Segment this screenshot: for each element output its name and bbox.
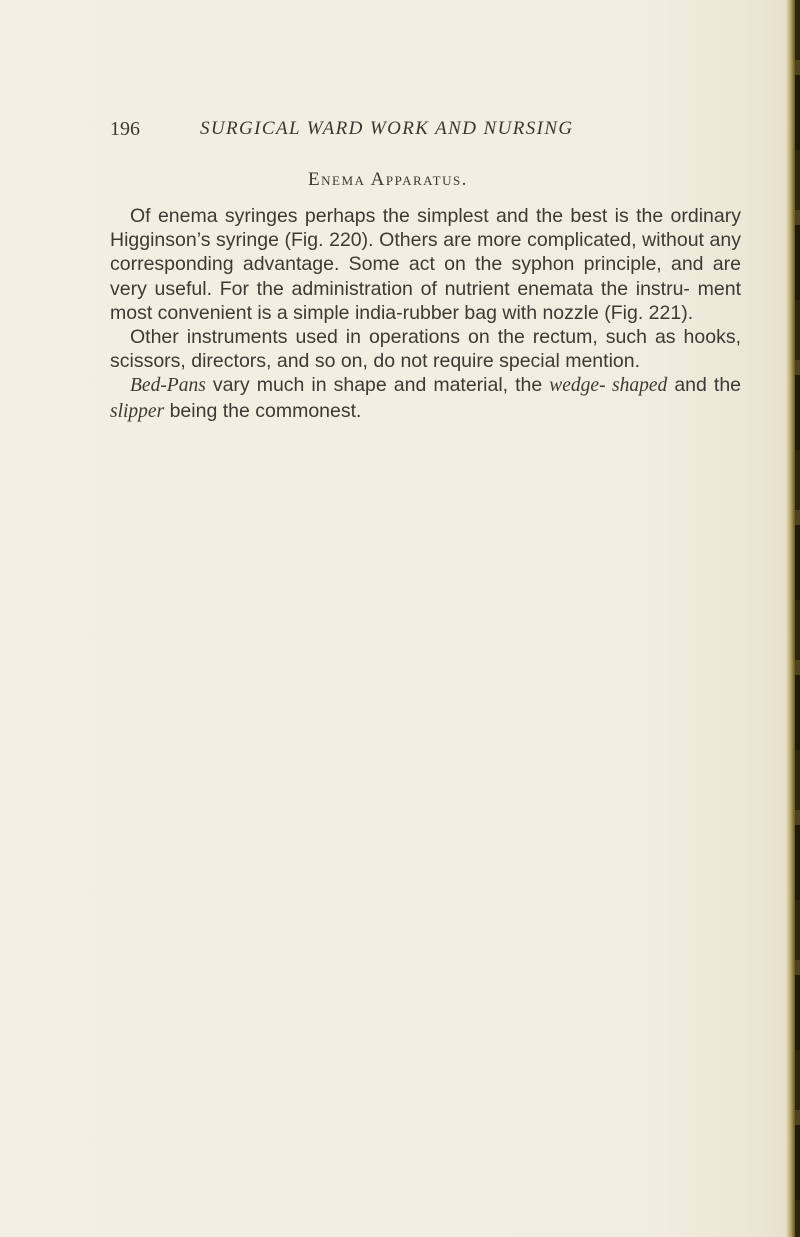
body-text: [110, 204, 741, 424]
running-head: [110, 118, 670, 148]
paragraph-other-instruments: Other instruments used in operations on the rectum, such as hooks, scissors, directors, and so on, do not require special mention.: [110, 326, 741, 373]
section-heading: Enema Apparatus.: [308, 169, 468, 190]
running-title: SURGICAL WARD WORK AND NURSING: [200, 118, 574, 139]
italic-term-wedge-shaped: wedge- shaped: [549, 375, 668, 397]
paragraph-bed-pans: [110, 373, 741, 423]
italic-term-bed-pans: Bed-Pans: [130, 375, 206, 397]
page-edge-binding: [795, 0, 800, 1237]
paragraph-text-segment: and the: [667, 374, 742, 397]
page-number: 196: [110, 118, 140, 140]
paragraph-enema-syringes: Of enema syringes perhaps the simplest and the best is the ordinary Higginson’s syringe (Fig. 220). Others are more complicated, without any corresponding advantage. Some act on the syphon principle, and are very useful. For the administration of nutrient enemata the instru- ment most convenient is a simple india-rubber bag with nozzle (Fig. 221).: [110, 205, 741, 324]
italic-term-slipper: slipper: [110, 400, 165, 422]
paragraph-text-segment: vary much in shape and material, the: [205, 374, 550, 397]
paragraph-text-segment: being the commonest.: [164, 399, 362, 422]
